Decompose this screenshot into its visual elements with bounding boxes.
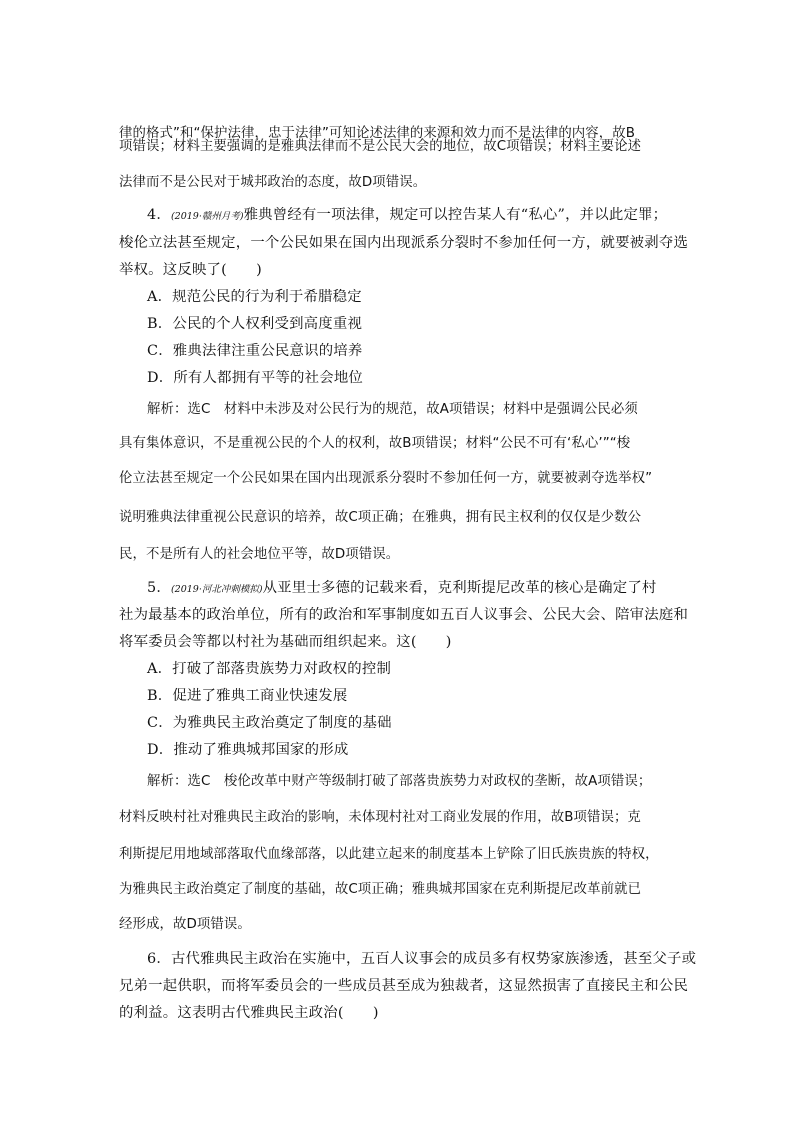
question-5-explanation-line-5: 经形成，故D项错误。 <box>119 917 251 932</box>
top-explanation-line-1: 律的格式”和“保护法律，忠于法律”可知论述法律的来源和效力而不是法律的内容，故B <box>119 126 636 141</box>
top-explanation-line-3: 法律而不是公民对于城邦政治的态度，故D项错误。 <box>119 175 427 190</box>
question-4-explanation-line-2: 具有集体意识，不是重视公民的个人的权利，故B项错误；材料“公民不可有‘私心’”“梭 <box>119 436 631 451</box>
question-6-stem-line-3: 的利益。这表明古代雅典民主政治( ) <box>119 1005 379 1021</box>
question-6-stem-line-1: 6．古代雅典民主政治在实施中，五百人议事会的成员多有权势家族渗透，甚至父子或 <box>147 951 697 967</box>
question-5-option-b: B．促进了雅典工商业快速发展 <box>147 688 348 704</box>
question-4-explanation-line-1: 解析：选C 材料中未涉及对公民行为的规范，故A项错误；材料中是强调公民必须 <box>147 402 638 417</box>
question-4-option-d: D．所有人都拥有平等的社会地位 <box>147 370 364 386</box>
question-4-explanation-line-5: 民，不是所有人的社会地位平等，故D项错误。 <box>119 547 400 562</box>
question-4-option-a: A．规范公民的行为利于希腊稳定 <box>147 289 362 305</box>
question-4-source: (2019·赣州月考) <box>170 211 244 222</box>
question-4-option-b: B．公民的个人权利受到高度重视 <box>147 316 363 332</box>
question-5-option-c: C．为雅典民主政治奠定了制度的基础 <box>147 715 392 731</box>
question-5-stem-line-2: 社为最基本的政治单位，所有的政治和军事制度如五百人议事会、公民大会、陪审法庭和 <box>119 607 689 623</box>
question-5-explanation-line-1: 解析：选C 梭伦改革中财产等级制打破了部落贵族势力对政权的垄断，故A项错误； <box>147 774 652 789</box>
question-4-stem-line-3: 举权。这反映了( ) <box>119 262 262 278</box>
question-5-explanation-line-3: 利斯提尼用地域部落取代血缘部落，以此建立起来的制度基本上铲除了旧氏族贵族的特权， <box>119 847 659 862</box>
question-4-stem-text: 雅典曾经有一项法律，规定可以控告某人有“私心”，并以此定罪； <box>243 207 668 223</box>
question-5-stem-line-3: 将军委员会等都以村社为基础而组织起来。这( ) <box>119 634 452 650</box>
question-5-stem-first <box>0 578 794 600</box>
question-5-option-a: A．打破了部落贵族势力对政权的控制 <box>147 661 392 677</box>
question-4-option-c: C．雅典法律注重公民意识的培养 <box>147 343 363 359</box>
question-5-explanation-line-4: 为雅典民主政治奠定了制度的基础，故C项正确；雅典城邦国家在克利斯提尼改革前就已 <box>119 882 642 897</box>
question-6-stem-line-2: 兄弟一起供职，而将军委员会的一些成员甚至成为独裁者，这显然损害了直接民主和公民 <box>119 978 689 994</box>
question-4-explanation-line-3: 伦立法甚至规定一个公民如果在国内出现派系分裂时不参加任何一方，就要被剥夺选举权” <box>119 471 653 486</box>
question-5-number: 5． <box>147 580 171 596</box>
question-4-explanation-line-4: 说明雅典法律重视公民意识的培养，故C项正确；在雅典，拥有民主权利的仅仅是少数公 <box>119 510 642 525</box>
question-5-explanation-line-2: 材料反映村社对雅典民主政治的影响，未体现村社对工商业发展的作用，故B项错误；克 <box>119 810 641 825</box>
question-5-stem-text: 从亚里士多德的记载来看，克利斯提尼改革的核心是确定了村 <box>262 580 657 596</box>
question-5-option-d: D．推动了雅典城邦国家的形成 <box>147 742 349 758</box>
question-4-number: 4． <box>147 207 171 223</box>
top-explanation-line-2: 项错误；材料主要强调的是雅典法律而不是公民大会的地位，故C项错误；材料主要论述 <box>119 139 642 154</box>
question-5-source: (2019·河北冲刺模拟) <box>170 584 263 595</box>
question-4-stem-line-2: 梭伦立法甚至规定，一个公民如果在国内出现派系分裂时不参加任何一方，就要被剥夺选 <box>119 235 689 251</box>
question-4-stem-first <box>0 205 794 227</box>
